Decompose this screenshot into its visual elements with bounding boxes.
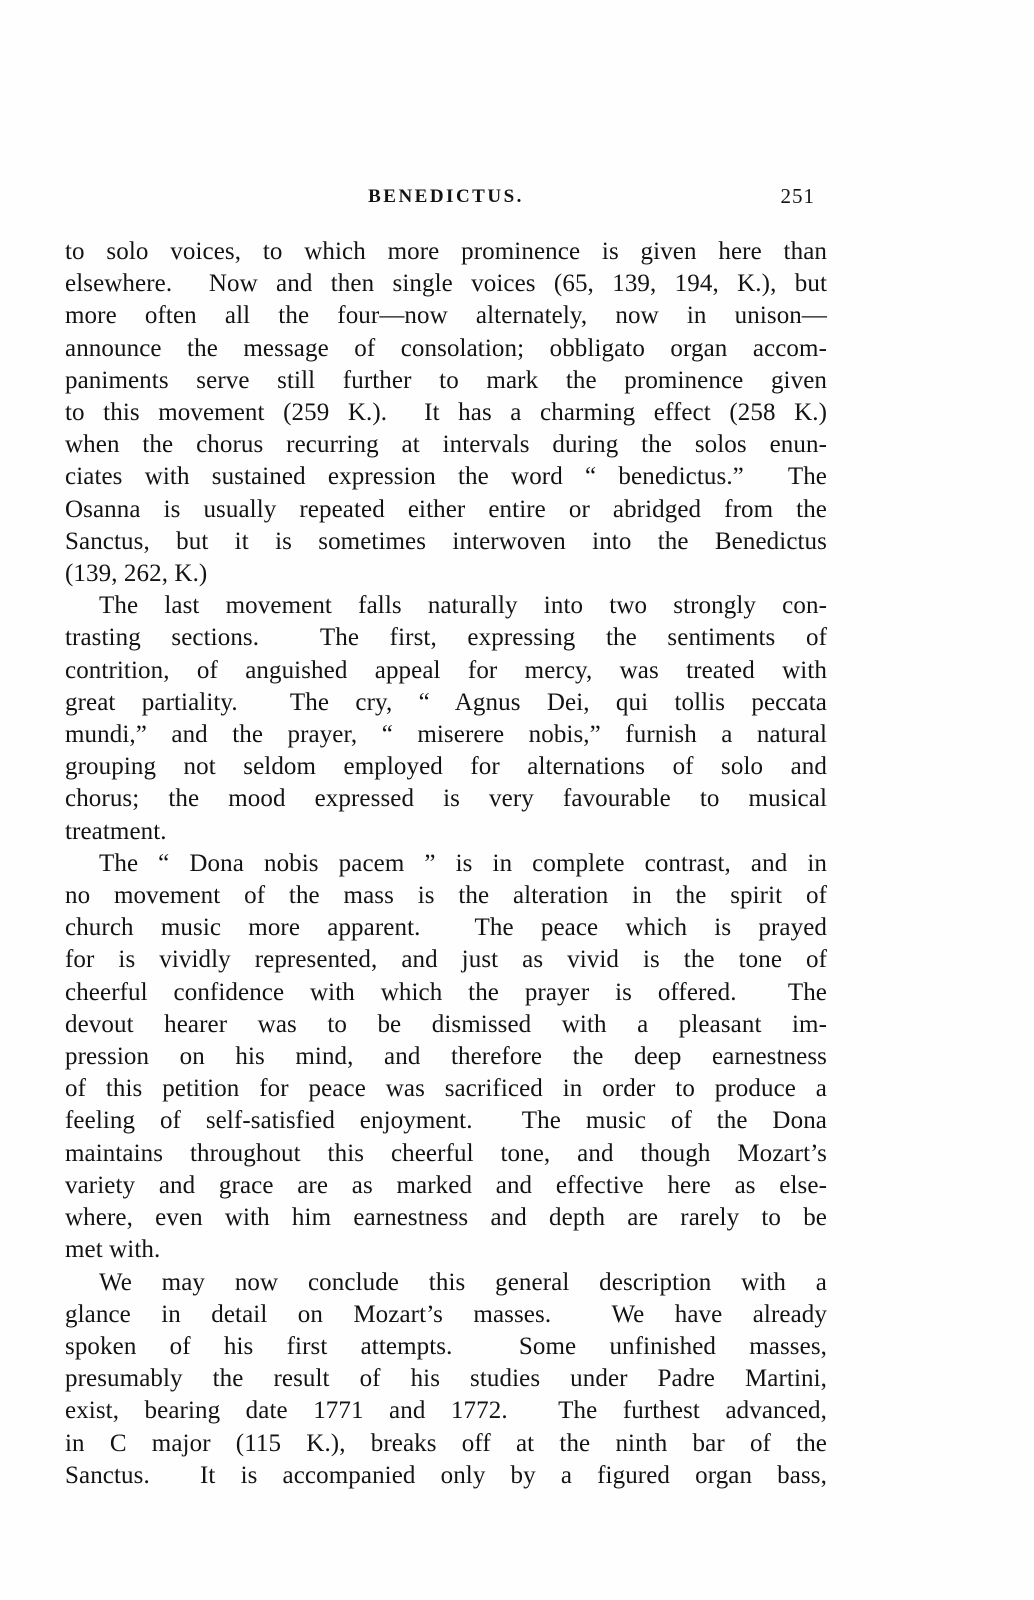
text-line: treatment. [65,817,167,845]
text-line: announce the message of consolation; obbligato organ accom- [65,334,827,362]
text-line: more often all the four—now alternately, now in unison— [65,302,827,330]
paragraph [65,236,827,590]
text-line: where, even with him earnestness and depth are rarely to be [65,1204,827,1232]
text-line: to solo voices, to which more prominence is given here than [65,238,827,265]
text-line: Sanctus, but it is sometimes interwoven into the Benedictus [65,527,827,555]
text-line: The “ Dona nobis pacem ” is in complete contrast, and in [99,849,827,877]
text-line: presumably the result of his studies under Padre Martini, [65,1365,827,1393]
text-line: trasting sections. The first, expressing the sentiments of [65,624,827,652]
text-line: no movement of the mass is the alteration in the spirit of [65,882,827,910]
text-line: chorus; the mood expressed is very favourable to musical [65,785,827,813]
text-line: Sanctus. It is accompanied only by a figured organ bass, [65,1461,827,1489]
text-line: (139, 262, K.) [65,560,208,588]
text-line: ciates with sustained expression the word “ benedictus.” The [65,463,827,491]
text-line: paniments serve still further to mark the prominence given [65,366,827,394]
text-line: to this movement (259 K.). It has a charming effect (258 K.) [65,399,827,427]
text-line: met with. [65,1236,161,1264]
text-line: We may now conclude this general description with a [99,1268,827,1296]
text-line: cheerful confidence with which the prayer is offered. The [65,978,827,1006]
text-line: grouping not seldom employed for alternations of solo and [65,753,827,781]
text-line: Osanna is usually repeated either entire or abridged from the [65,495,827,523]
paragraph [65,590,827,848]
text-line: for is vividly represented, and just as vivid is the tone of [65,946,827,974]
paragraph [65,1267,827,1492]
text-line: great partiality. The cry, “ Agnus Dei, qui tollis peccata [65,688,827,716]
chapter-title: BENEDICTUS. [368,186,524,207]
paragraph [65,848,827,1267]
text-block [65,186,827,1492]
text-line: of this petition for peace was sacrificed in order to produce a [65,1075,827,1103]
text-line: maintains throughout this cheerful tone, and though Mozart’s [65,1139,827,1167]
text-line: feeling of self-satisfied enjoyment. The music of the Dona [65,1107,827,1135]
text-line: mundi,” and the prayer, “ miserere nobis,” furnish a natural [65,721,827,749]
text-line: contrition, of anguished appeal for mercy, was treated with [65,656,827,684]
text-line: spoken of his first attempts. Some unfinished masses, [65,1332,827,1360]
page-number: 251 [780,184,815,208]
text-line: devout hearer was to be dismissed with a pleasant im- [65,1010,827,1038]
text-line: exist, bearing date 1771 and 1772. The furthest advanced, [65,1397,827,1425]
text-line: in C major (115 K.), breaks off at the ninth bar of the [65,1429,827,1457]
text-line: when the chorus recurring at intervals during the solos enun- [65,431,827,459]
text-line: variety and grace are as marked and effective here as else- [65,1171,827,1199]
text-line: elsewhere. Now and then single voices (65, 139, 194, K.), but [65,270,827,298]
text-line: glance in detail on Mozart’s masses. We have already [65,1300,827,1328]
text-line: church music more apparent. The peace which is prayed [65,914,827,942]
body-text [65,236,827,1492]
text-line: pression on his mind, and therefore the deep earnestness [65,1043,827,1071]
text-line: The last movement falls naturally into two strongly con- [99,592,827,620]
running-header [65,186,827,212]
